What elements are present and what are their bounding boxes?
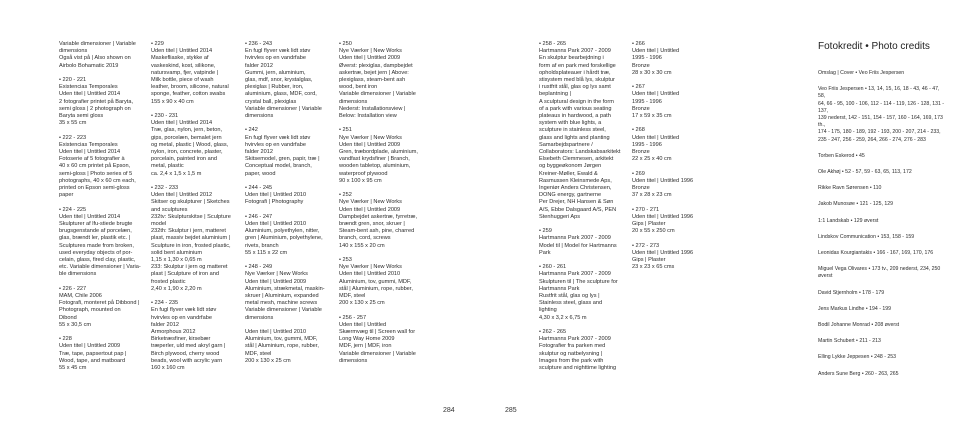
catalog-entry: • 259 Hartmanns Park 2007 - 2009 Model til | Model for Hartmanns Park [539,228,617,256]
catalog-entry: • 268 Uden titel | Untitled 1995 - 1996 Bronze 22 x 25 x 40 cm [632,127,680,163]
photo-credits-title: Fotokredit • Photo credits [818,41,930,52]
catalog-entry: • 272 - 273 Uden titel | Untitled 1996 Gips | Plaster 23 x 23 x 65 cms [632,242,694,271]
catalog-entry: • 244 - 245 Uden titel | Untitled 2010 Fotografi | Photography [245,185,307,206]
right-column-1 [539,41,623,379]
catalog-entry: • 260 - 261 Hartmanns Park 2007 - 2009 Skulpturen til | The sculpture for Hartmanns Park Rustfrit stål, glas og lys | Stainless steel, glass and lighting 4,30 x 3,2 x 6,75 m [539,264,618,321]
credit-item: David Stjernholm • 178 - 179 [818,289,885,296]
catalog-entry: • 267 Uden titel | Untitled 1995 - 1996 Bronze 17 x 59 x 35 cm [632,84,680,120]
catalog-entry: • 242 En fugl flyver væk lidt støv hvirvles op en vandrfabe falder 2012 Skitsemodel, gren, papir, træ | Conceptual model, branch, paper, wood [245,127,320,177]
catalog-entry: Uden titel | Untitled 2010 Aluminium, tov, gummi, MDF, stål | Aluminium, rope, rubber, MDF, steel 200 x 130 x 25 cm [245,329,319,364]
credit-item: 1:1 Landskab • 129 øverst [818,217,879,224]
catalog-entry: • 236 - 243 En fugl flyver væk lidt støv hvirvles op en vandrfabe falder 2012 Gummi, jern, aluminium, glas, mdf, snor, krystalglas, plexiglas | Rubber, iron, aluminium, glass, MDF, cord, crystal ball, plexiglas Variable dimensioner | Variable dimensions [245,41,322,120]
left-column-4 [339,41,423,372]
left-page-number: 284 [443,407,455,414]
catalog-entry: • 248 - 249 Nye Værker | New Works Uden titel | Untitled 2009 Aluminium, strækmetal, maskin- skruer | Aluminium, expanded metal mesh, machine screws Variable dimensioner | Variable dimensions [245,264,325,321]
credit-item: Ole Akhøj • 52 - 57, 59 - 63, 65, 113, 172 [818,169,912,176]
credit-item: Elling Lykke Jeppesen • 248 - 253 [818,354,897,361]
catalog-entry: • 222 - 223 Existencias Temporales Uden titel | Untitled 2014 Fotoserie af 5 fotografier à 40 x 60 cm printet på Epson, semi-gloss | Photo series of 5 photographs, 40 x 60 cm each, printed on Epson semi-gloss paper [59,134,136,199]
catalog-entry: • 270 - 271 Uden titel | Untitled 1996 Gips | Plaster 20 x 55 x 250 cm [632,206,694,235]
catalog-entry: • 230 - 231 Uden titel | Untitled 2014 Træ, glas, nylon, jern, beton, gips, porcelæn, bemalet jern og metal, plastic | Wood, glass, nylon, iron, concrete, plaster, porcelain, painted iron and metal, plastic ca. 2,4 x 1,5 x 1,5 m [151,113,229,177]
catalog-entry: Variable dimensioner | Variable dimensions Også vist på | Also shown on Airbolo Bohamatic 2019 [59,41,136,69]
left-column-1 [59,41,143,379]
catalog-entry: • 266 Uden titel | Untitled 1995 - 1996 Bronze 28 x 30 x 30 cm [632,41,680,76]
credit-item: Rikke Ravn Sørensen • 110 [818,185,882,192]
catalog-entry: • 226 - 227 MAM, Chile 2006 Fotografi, monteret på Dibbond | Photograph, mounted on Dibond 55 x 30,5 cm [59,285,140,328]
credit-item: Miguel Vega Olivares • 173 tv., 209 nederst, 234, 250 øverst [818,266,941,280]
catalog-entry: • 234 - 235 En fugl flyver væk lidt støv hvirvles op en vandrfabe falder 2012 Armorphous 2012 Birketræsfiner, kirsebær træperler, uld med akryl garn | Birch plywood, cherry wood beads, wool with acrylic yarn 160 x 160 cm [151,300,226,372]
right-page-number: 285 [505,407,517,414]
catalog-entry: • 246 - 247 Uden titel | Untitled 2010 Aluminium, polyethylen, nitter, gren | Aluminium, polyethylene, rivets, branch 55 x 115 x 22 cm [245,213,323,256]
credit-item: Jakob Munosøe • 121 - 125, 129 [818,201,894,208]
credit-item: Leonidas Kourgiantakis • 166 - 167, 169, 170, 176 [818,250,934,257]
left-column-2 [151,41,235,379]
catalog-entry: • 253 Nye Værker | New Works Uden titel | Untitled 2010 Aluminium, tov, gummi, MDF, stål | Aluminium, rope, rubber, MDF, steel 200 x 130 x 25 cm [339,257,413,307]
catalog-entry: • 258 - 265 Hartmanns Park 2007 - 2009 En skulptur bearbejdning i form af en park med forskellige opholdsplateauer i hårdt træ, stisystem med blå lys, skulptur i rustfrit stål, glas og lys samt beplantning | A sculptural design in the form of a park with various seating plateaus in hardwood, a path system with blue lights, a sculpture in stainless steel, glass and lights and planting Samarbejdspartnere / Collaborators: Landskabsarkitekt Elsebeth Clemmesen, arkitekt og byggeøkonom Jørgen Kreiner-Møller, Ewald & Rasmussen Kleinsmede Aps, Ingeniør Anders Christensen, DONG energy, gartnerne Per Drejer, NH Hansen & Søn A/S, Ebbe Dalsgaard A/S, PEN Stenhuggeri Aps [539,41,621,220]
catalog-entry: • 228 Uden titel | Untitled 2009 Træ, tape, papsertout pap | Wood, tape, and matboard 55 x 45 cm [59,336,127,372]
catalog-entry: • 232 - 233 Uden titel | Untitled 2012 Skitser og skulpturer | Sketches and sculptures 232tv: Skulpturskitse | Sculpture model 232th: Skulptur i jern, matteret plast, massiv bejdet aluminium | Sculpture in iron, frosted plastic, solid bent aluminium 1,15 x 1,30 x 0,65 m 233: Skulptur i jern og matteret plast | Sculpture of iron and frosted plastic 2,40 x 1,90 x 2,20 m [151,185,231,292]
credit-item: Torben Eskerod • 45 [818,152,865,159]
catalog-entry: • 250 Nye Værker | New Works Uden titel | Untitled 2009 Øverst: plexiglas, dampbejdet askertræ, bejet jern | Above: plexiglass, steam-bent ash wood, bent iron Variable dimensioner | Variable dimensions Nederst: Installationsview | Below: Installation view [339,41,416,120]
credit-item: Jens Markus Lindhe • 194 - 199 [818,305,892,312]
catalog-entry: • 251 Nye Værker | New Works Uden titel | Untitled 2009 Gren, træbordplade, aluminium, vandfast krydsfiner | Branch, wooden tabletop, aluminium, waterproof plywood 90 x 100 x 95 cm [339,127,418,184]
catalog-entry: • 256 - 257 Uden titel | Untitled Skærmvæg til | Screen wall for Long Way Home 2009 MDF, jern | MDF, iron Variable dimensioner | Variable dimensions [339,314,416,364]
catalog-entry: • 269 Uden titel | Untitled 1996 Bronze 37 x 28 x 23 cm [632,170,694,199]
credit-item: Anders Sune Berg • 260 - 263, 265 [818,370,899,377]
left-column-3 [245,41,329,372]
credit-item: Omslag | Cover • Veo Friis Jespersen [818,70,905,76]
credit-item: Lindskov Communication • 153, 158 - 159 [818,233,915,240]
credit-item: Bodil Johanne Monrad • 208 øverst [818,322,900,329]
credit-item: Veo Friis Jespersen • 13, 14, 15, 16, 18 - 43, 46 - 47, 58, 64, 66 - 95, 100 - 106, 112 - 114 - 119, 126 - 128, 131 - 137, 139 nederst, 142 - 151, 154 - 157, 160 - 164, 169, 173 th., 174 - 175, 180 - 189, 192 - 193, 200 - 207, 214 - 233, 235 - 247, 256 - 259, 264, 266 - 274, 276 - 283 [818,86,945,143]
right-column-2 [632,41,716,279]
catalog-entry: • 224 - 225 Uden titel | Untitled 2014 Skulpturer af lfu-stiede brugte brugsgenstande af porcelæn, glas, brændt ler, plastik etc. | Sculptures made from broken, used everyday objects of por- celain, glass, fired clay, plastic, etc. Variable dimensioner | Varia- ble dimensions [59,206,141,278]
credit-item: Martin Schubert • 211 - 213 [818,338,881,345]
catalog-entry: • 262 - 265 Hartmanns Park 2007 - 2009 Fotografier fra parken med skulptur og natbelysning | Images from the park with sculpture and nighttime lighting [539,329,617,372]
catalog-entry: • 252 Nye Værker | New Works Uden titel | Untitled 2009 Dampbejdet askertræ, fyrretræ, brændt gren, snor, skruer | Steam-bent ash, pine, charred branch, cord, screws 140 x 155 x 20 cm [339,192,418,249]
catalog-entry: • 229 Uden titel | Untitled 2014 Maskefliaske, stykke af vaskeskind, kost, silikone, natursvamp, fjer, vatpinde | Milk bottle, piece of wash leather, broom, silicone, natural sponge, feather, cotton swabs 155 x 90 x 40 cm [151,41,229,105]
photo-credits-list [818,70,946,387]
catalog-entry: • 220 - 221 Existencias Temporales Uden titel | Untitled 2014 2 fotografier printet på Baryta, semi gloss | 2 photograph on Baryta semi gloss 35 x 55 cm [59,77,134,127]
